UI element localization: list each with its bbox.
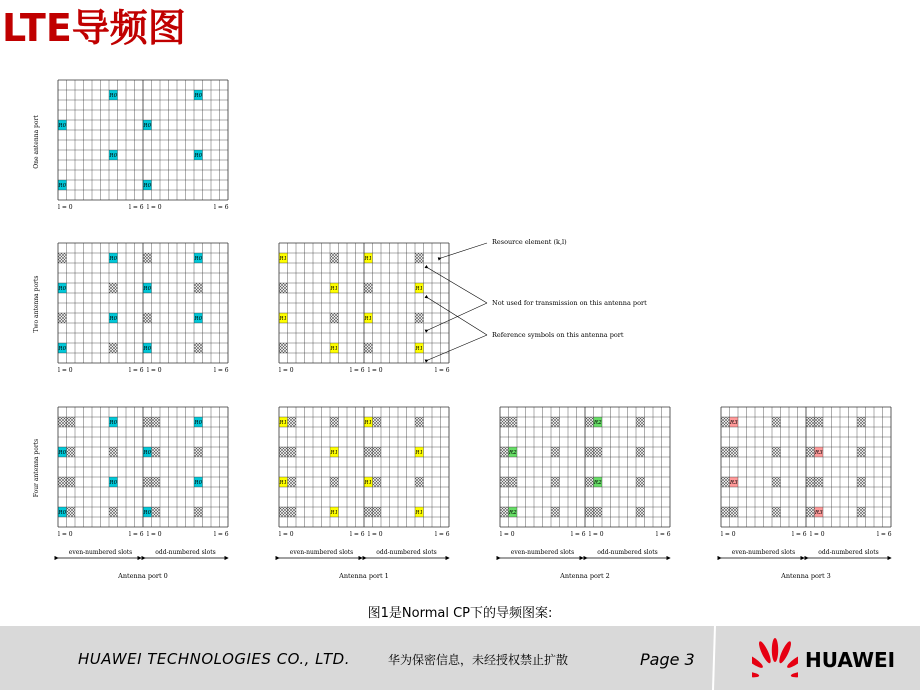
reference-symbol-label: R1 [279, 256, 288, 263]
unused-cell [152, 417, 161, 427]
footer-bar [0, 626, 920, 690]
reference-symbol-label: R0 [194, 93, 203, 100]
page-number: Page 3 [640, 650, 695, 669]
antenna-port-label: Antenna port 2 [560, 572, 610, 580]
axis-label-l6: l = 6 [129, 531, 144, 538]
axis-label-l6: l = 6 [214, 204, 229, 211]
odd-slots-label: odd-numbered slots [597, 549, 658, 556]
unused-cell [143, 313, 152, 323]
reference-symbol-label: R0 [194, 256, 203, 263]
unused-cell [815, 477, 824, 487]
antenna-port-label: Antenna port 0 [118, 572, 168, 580]
unused-cell [415, 417, 424, 427]
axis-label-l0: l = 0 [147, 531, 162, 538]
reference-symbol-label: R1 [364, 316, 373, 323]
unused-cell [857, 477, 866, 487]
axis-label-l0: l = 0 [58, 531, 73, 538]
unused-cell [364, 283, 373, 293]
unused-cell [330, 253, 339, 263]
row-label-two-ports: Two antenna ports [33, 275, 40, 333]
company-name: HUAWEI TECHNOLOGIES CO., LTD. [78, 650, 350, 668]
reference-symbol-label: R0 [194, 316, 203, 323]
reference-symbol-label: R0 [109, 153, 118, 160]
reference-symbol-label: R0 [58, 510, 67, 517]
reference-symbol-label: R1 [330, 450, 339, 457]
antenna-port-label: Antenna port 3 [781, 572, 831, 580]
antenna-port-label: Antenna port 1 [339, 572, 389, 580]
unused-cell [415, 253, 424, 263]
reference-symbol-label: R1 [330, 286, 339, 293]
unused-cell [288, 417, 297, 427]
reference-symbol-label: R0 [194, 420, 203, 427]
unused-cell [373, 477, 382, 487]
grid-four-port-p1 [278, 407, 449, 580]
unused-cell [109, 343, 118, 353]
reference-symbol-label: R0 [143, 510, 152, 517]
reference-symbol-label: R2 [593, 420, 602, 427]
unused-cell [806, 507, 815, 517]
unused-cell [364, 447, 373, 457]
reference-symbol-label: R2 [508, 510, 517, 517]
reference-symbol-label: R0 [194, 153, 203, 160]
confidential-notice: 华为保密信息，未经授权禁止扩散 [388, 653, 569, 667]
even-slots-label: even-numbered slots [731, 549, 796, 556]
reference-symbol-label: R0 [58, 346, 67, 353]
reference-symbol-label: R0 [109, 93, 118, 100]
unused-cell [772, 507, 781, 517]
unused-cell [730, 447, 739, 457]
unused-cell [721, 507, 730, 517]
axis-label-l6: l = 6 [129, 204, 144, 211]
unused-cell [109, 507, 118, 517]
row-label-four-ports: Four antenna ports [33, 438, 40, 498]
unused-cell [857, 507, 866, 517]
reference-symbol-label: R1 [364, 480, 373, 487]
huawei-brand-text: HUAWEI [805, 648, 896, 672]
reference-symbol-label: R0 [143, 183, 152, 190]
grid-two-port-p0 [57, 243, 228, 374]
unused-cell [194, 283, 203, 293]
unused-cell [585, 507, 594, 517]
reference-symbol-label: R3 [729, 480, 738, 487]
unused-cell [152, 507, 161, 517]
unused-cell [143, 477, 152, 487]
axis-label-l6: l = 6 [214, 367, 229, 374]
reference-symbol-label: R3 [729, 420, 738, 427]
unused-cell [551, 417, 560, 427]
odd-slots-label: odd-numbered slots [818, 549, 879, 556]
figure-caption: 图1是Normal CP下的导频图案: [367, 606, 553, 621]
unused-cell [721, 447, 730, 457]
unused-cell [279, 507, 288, 517]
axis-label-l0: l = 0 [147, 204, 162, 211]
unused-cell [67, 477, 76, 487]
unused-cell [58, 477, 67, 487]
unused-cell [815, 417, 824, 427]
footer-divider [712, 626, 716, 690]
unused-cell [594, 447, 603, 457]
huawei-logo-icon [752, 638, 798, 680]
axis-label-l0: l = 0 [58, 204, 73, 211]
unused-cell [857, 417, 866, 427]
reference-symbol-label: R2 [593, 480, 602, 487]
reference-symbol-label: R0 [109, 420, 118, 427]
unused-cell [194, 447, 203, 457]
axis-label-l6: l = 6 [877, 531, 892, 538]
unused-cell [288, 447, 297, 457]
axis-label-l6: l = 6 [350, 367, 365, 374]
axis-label-l6: l = 6 [656, 531, 671, 538]
unused-cell [58, 253, 67, 263]
page-title: LTE导频图 [2, 6, 186, 50]
unused-cell [551, 507, 560, 517]
unused-cell [373, 447, 382, 457]
even-slots-label: even-numbered slots [289, 549, 354, 556]
unused-cell [279, 447, 288, 457]
axis-label-l0: l = 0 [279, 367, 294, 374]
unused-cell [636, 477, 645, 487]
grid-four-port-p0 [57, 407, 228, 580]
odd-slots-label: odd-numbered slots [155, 549, 216, 556]
reference-symbol-label: R0 [109, 316, 118, 323]
axis-label-l0: l = 0 [368, 531, 383, 538]
unused-cell [67, 417, 76, 427]
unused-cell [500, 417, 509, 427]
reference-symbol-label: R0 [58, 183, 67, 190]
diagram-labels [33, 115, 647, 498]
unused-cell [500, 507, 509, 517]
unused-cell [330, 477, 339, 487]
grid-two-port-p1 [278, 243, 449, 374]
unused-cell [594, 507, 603, 517]
unused-cell [857, 447, 866, 457]
unused-cell [109, 283, 118, 293]
axis-label-l6: l = 6 [792, 531, 807, 538]
unused-cell [152, 477, 161, 487]
reference-symbol-label: R0 [143, 123, 152, 130]
unused-cell [288, 507, 297, 517]
reference-symbol-label: R1 [415, 346, 424, 353]
axis-label-l0: l = 0 [721, 531, 736, 538]
even-slots-label: even-numbered slots [510, 549, 575, 556]
not-used-note: Not used for transmission on this antenna port [492, 299, 647, 307]
reference-symbol-label: R1 [364, 256, 373, 263]
axis-label-l0: l = 0 [147, 367, 162, 374]
unused-cell [109, 447, 118, 457]
axis-label-l0: l = 0 [279, 531, 294, 538]
unused-cell [415, 477, 424, 487]
unused-cell [373, 507, 382, 517]
even-slots-label: even-numbered slots [68, 549, 133, 556]
reference-symbol-label: R3 [814, 510, 823, 517]
row-label-one-port: One antenna port [33, 115, 40, 169]
reference-symbol-label: R1 [279, 420, 288, 427]
reference-symbol-label: R3 [814, 450, 823, 457]
reference-symbol-label: R0 [143, 286, 152, 293]
axis-label-l0: l = 0 [500, 531, 515, 538]
unused-cell [58, 313, 67, 323]
unused-cell [806, 477, 815, 487]
unused-cell [772, 477, 781, 487]
unused-cell [330, 313, 339, 323]
axis-label-l6: l = 6 [129, 367, 144, 374]
unused-cell [806, 417, 815, 427]
reference-symbol-label: R1 [279, 480, 288, 487]
unused-cell [585, 477, 594, 487]
unused-cell [143, 417, 152, 427]
reference-symbol-label: R1 [364, 420, 373, 427]
resource-element-note: Resource element (k,l) [492, 238, 567, 246]
unused-cell [509, 417, 518, 427]
axis-label-l0: l = 0 [368, 367, 383, 374]
unused-cell [551, 477, 560, 487]
reference-symbol-label: R0 [58, 286, 67, 293]
unused-cell [721, 477, 730, 487]
axis-label-l0: l = 0 [589, 531, 604, 538]
reference-symbol-label: R1 [330, 346, 339, 353]
unused-cell [67, 507, 76, 517]
unused-cell [721, 417, 730, 427]
reference-symbol-label: R1 [415, 450, 424, 457]
axis-label-l0: l = 0 [810, 531, 825, 538]
unused-cell [194, 507, 203, 517]
unused-cell [500, 477, 509, 487]
reference-symbol-label: R0 [143, 450, 152, 457]
axis-label-l6: l = 6 [435, 531, 450, 538]
reference-note: Reference symbols on this antenna port [492, 331, 624, 339]
axis-label-l6: l = 6 [214, 531, 229, 538]
unused-cell [772, 447, 781, 457]
unused-cell [500, 447, 509, 457]
unused-cell [585, 417, 594, 427]
reference-symbol-label: R0 [109, 256, 118, 263]
reference-symbol-label: R0 [109, 480, 118, 487]
reference-symbol-label: R1 [415, 286, 424, 293]
unused-cell [364, 507, 373, 517]
reference-symbol-label: R1 [279, 316, 288, 323]
unused-cell [730, 507, 739, 517]
axis-label-l6: l = 6 [435, 367, 450, 374]
unused-cell [364, 343, 373, 353]
unused-cell [58, 417, 67, 427]
unused-cell [509, 477, 518, 487]
grid-four-port-p3 [721, 407, 892, 580]
reference-symbol-label: R0 [143, 346, 152, 353]
unused-cell [279, 283, 288, 293]
grid-four-port-p2 [500, 407, 671, 580]
reference-symbol-label: R2 [508, 450, 517, 457]
reference-symbol-label: R1 [415, 510, 424, 517]
axis-label-l6: l = 6 [571, 531, 586, 538]
axis-label-l0: l = 0 [58, 367, 73, 374]
odd-slots-label: odd-numbered slots [376, 549, 437, 556]
grid-one-port-p0 [57, 80, 228, 211]
unused-cell [143, 253, 152, 263]
unused-cell [636, 417, 645, 427]
unused-cell [152, 447, 161, 457]
unused-cell [772, 417, 781, 427]
unused-cell [330, 417, 339, 427]
reference-symbol-label: R0 [58, 450, 67, 457]
unused-cell [551, 447, 560, 457]
unused-cell [67, 447, 76, 457]
reference-symbol-label: R1 [330, 510, 339, 517]
unused-cell [806, 447, 815, 457]
unused-cell [636, 507, 645, 517]
unused-cell [636, 447, 645, 457]
axis-label-l6: l = 6 [350, 531, 365, 538]
unused-cell [288, 477, 297, 487]
unused-cell [415, 313, 424, 323]
unused-cell [373, 417, 382, 427]
resource-grids [57, 80, 891, 580]
reference-symbol-label: R0 [194, 480, 203, 487]
unused-cell [585, 447, 594, 457]
reference-symbol-label: R0 [58, 123, 67, 130]
unused-cell [194, 343, 203, 353]
unused-cell [279, 343, 288, 353]
